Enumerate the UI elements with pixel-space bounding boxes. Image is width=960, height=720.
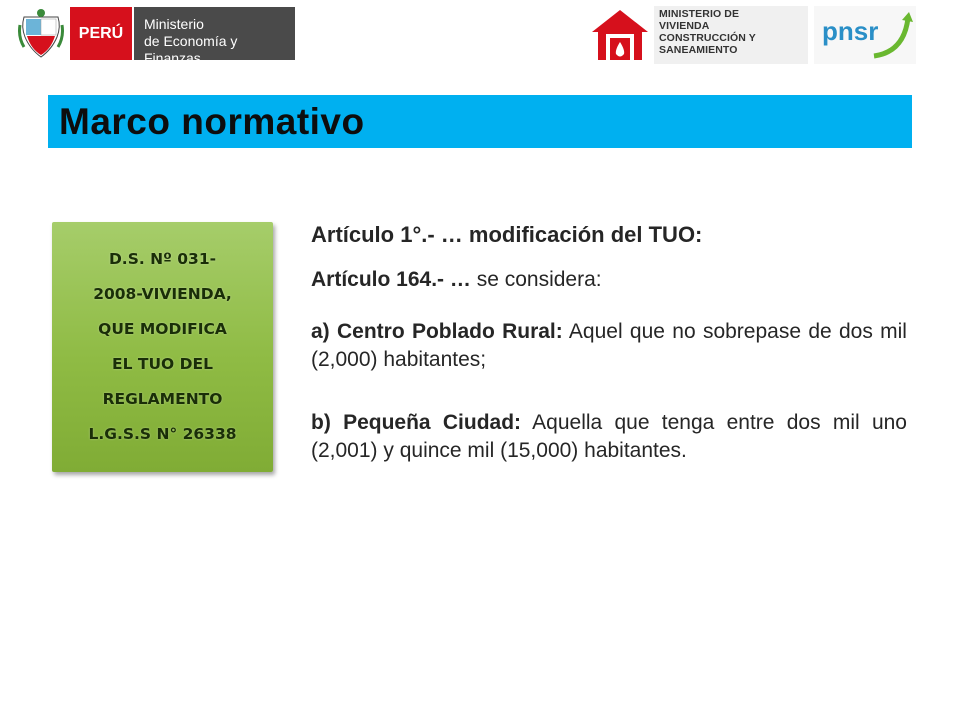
item-a [311, 318, 907, 374]
page-title: Marco normativo [59, 101, 365, 142]
mef-label [132, 7, 295, 66]
decree-line: D.S. Nº 031- [108, 250, 217, 268]
pnsr-logo [814, 6, 916, 64]
item-a-text: Aquel que no sobrepase de dos mil (2,000) habitantes; [311, 320, 907, 371]
item-b-label: b) Pequeña Ciudad: [311, 411, 522, 434]
item-b-text: Aquella que tenga entre dos mil uno (2,001) y quince mil (15,000) habitantes. [311, 411, 907, 462]
title-bar [48, 95, 912, 148]
article-164-label: Artículo 164.- … [311, 268, 471, 291]
mef-line2: de Economía y Finanzas [144, 33, 238, 66]
decree-box [52, 222, 273, 472]
decree-line: 2008-VIVIENDA, [93, 285, 232, 303]
mvcs-line4: SANEAMIENTO [659, 44, 738, 56]
peru-label: PERÚ [70, 7, 132, 60]
decree-line: EL TUO DEL [112, 355, 213, 373]
article-164 [311, 268, 602, 292]
item-b [311, 409, 907, 465]
mvcs-label [654, 6, 808, 64]
mvcs-logo [586, 6, 808, 64]
mef-logo [18, 7, 295, 66]
decree-line: REGLAMENTO [102, 390, 223, 408]
mvcs-line1: MINISTERIO DE [659, 8, 740, 20]
item-a-label: a) Centro Poblado Rural: [311, 320, 563, 343]
mvcs-line2: VIVIENDA [659, 20, 710, 32]
mvcs-line3: CONSTRUCCIÓN Y [659, 32, 756, 44]
pnsr-logo-text: pnsr [822, 16, 879, 46]
article-164-text: se considera: [470, 268, 602, 291]
house-drop-icon [586, 6, 654, 64]
peru-coat-of-arms-icon [18, 7, 64, 60]
decree-line: QUE MODIFICA [98, 320, 227, 338]
article-1-heading: Artículo 1°.- … modificación del TUO: [311, 222, 703, 247]
mef-line1: Ministerio [144, 16, 204, 32]
decree-line: L.G.S.S N° 26338 [88, 425, 237, 443]
